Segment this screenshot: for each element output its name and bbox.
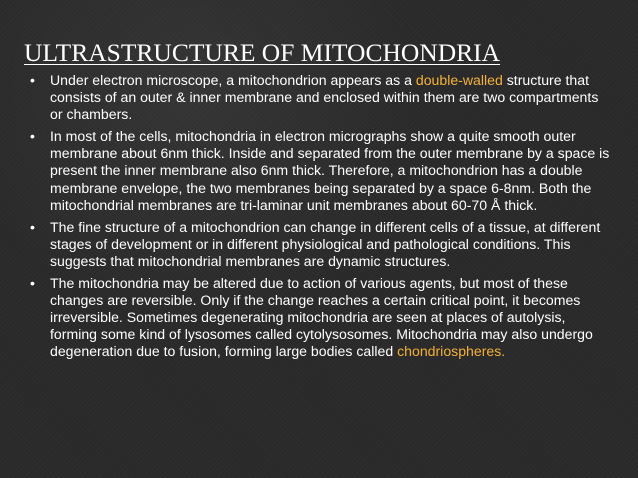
bullet-item-4 <box>30 275 614 360</box>
highlight-double-walled: double-walled <box>415 72 503 88</box>
bullet-item-1 <box>30 72 614 123</box>
highlight-chondriospheres: chondriospheres. <box>397 343 506 360</box>
bullet-marker: • <box>30 218 35 235</box>
bullet-text-4-start: The mitochondria may be altered due to action of various agents, but most of these changes are reversible. Only if the change reaches a certain critical point, it becomes irreversible. Sometimes degenerating mitochondria are seen at places of autolysis, forming some kind of lysosomes called cytolysosomes. Mitochondria may also undergo degeneration due to fusion, forming large bodies called <box>50 275 593 360</box>
bullet-text-3: The fine structure of a mitochondrion can change in different cells of a tissue, at different stages of development or in different physiological and pathological conditions. This suggests that mitochondrial membranes are dynamic structures. <box>50 218 601 269</box>
bullet-item-3 <box>30 219 614 270</box>
slide-title: ULTRASTRUCTURE OF MITOCHONDRIA <box>24 38 501 67</box>
bullet-text-1-end: structure that consists of an outer & inner membrane and enclosed within them are two compartments or chambers. <box>50 72 599 123</box>
bullet-text-2: In most of the cells, mitochondria in electron micrographs show a quite smooth outer membrane about 6nm thick. Inside and separated from the outer membrane by a space is present the inner membrane also 6nm thick. Therefore, a mitochondrion has a double membrane envelope, the two membranes being separated by a space 6-8nm. Both the mitochondrial membranes are tri-laminar unit membranes about 60-70 Å thick. <box>50 128 610 213</box>
bullet-marker: • <box>30 275 35 292</box>
bullet-marker: • <box>30 72 35 88</box>
bullet-item-2 <box>30 128 614 213</box>
bullet-text-1-start: Under electron microscope, a mitochondrion appears as a <box>50 72 416 88</box>
bullet-marker: • <box>30 128 35 145</box>
bullet-list <box>30 72 614 366</box>
